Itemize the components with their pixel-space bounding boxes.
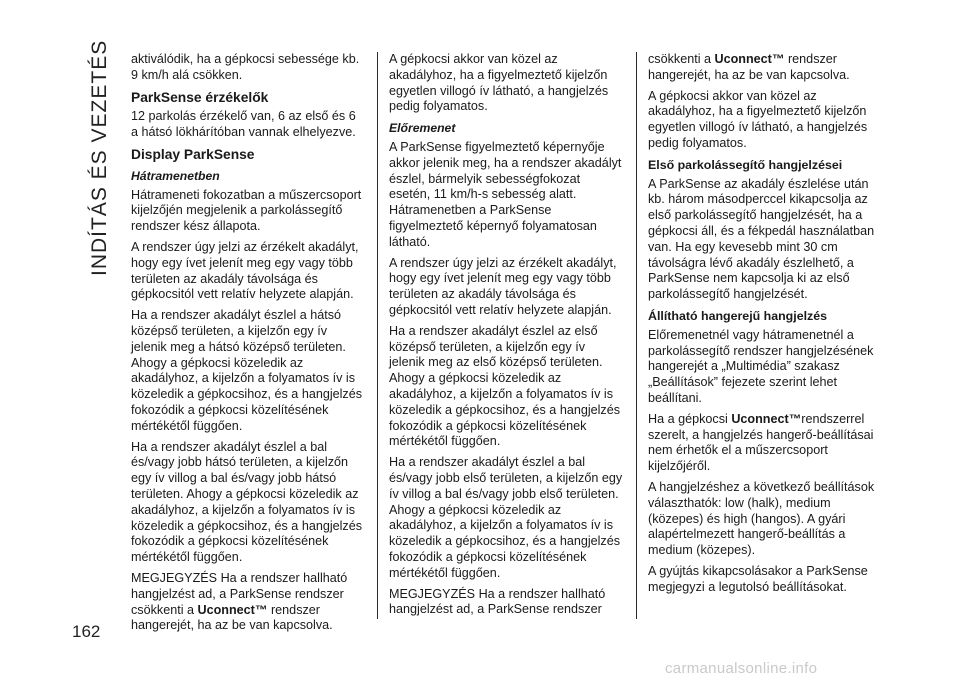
paragraph <box>648 412 883 475</box>
note-text: MEGJEGYZÉS Ha a rendszer hallható hangjelzést ad, a ParkSense rendszer csökkenti a <box>131 570 348 617</box>
paragraph: A rendszer úgy jelzi az érzékelt akadályt, hogy egy ívet jelenít meg egy vagy több területen az akadály távolsága és gépkocsitól vett relatív helyzete alapján. <box>389 255 617 317</box>
paragraph: A hangjelzéshez a következő beállítások választhatók: low (halk), medium (közepes) és high (hangos). A gyári alapértelmezett hangerő-beállítás a medium (közepes). <box>648 479 875 558</box>
text-column-2 <box>389 52 624 623</box>
chapter-title-text: INDÍTÁS ÉS VEZETÉS <box>88 39 111 276</box>
paragraph: A ParkSense figyelmeztető képernyője akkor jelenik meg, ha a rendszer akadályt észlel, bármelyik sebességfokozat esetén, 11 km/h-s sebesség alatt. Hátramenetben a ParkSense figyelmeztető képernyő folyamatosan látható. <box>389 139 622 249</box>
paragraph: A rendszer úgy jelzi az érzékelt akadályt, hogy egy ívet jelenít meg egy vagy több területen az akadály távolsága és gépkocsitól vett relatív helyzete alapján. <box>131 239 359 302</box>
paragraph: aktiválódik, ha a gépkocsi sebessége kb. 9 km/h alá csökken. <box>131 52 360 82</box>
paragraph: A gépkocsi akkor van közel az akadályhoz, ha a figyelmeztető kijelzőn egyetlen villogó ív látható, a hangjelzés pedig folyamatos. <box>389 52 609 114</box>
paragraph-text: rendszerrel szerelt, a hangjelzés hangerő-beállításai nem érhetők el a műszercsoport kijelzőjéről. <box>648 411 874 474</box>
note-paragraph <box>131 571 366 634</box>
subheading-volume: Állítható hangerejű hangjelzés <box>648 308 828 323</box>
brand-name: Uconnect™ <box>197 602 268 617</box>
note-text: rendszer hangerejét, ha az be van kapcsolva. <box>131 602 333 633</box>
paragraph: A gépkocsi akkor van közel az akadályhoz, ha a figyelmeztető kijelzőn egyetlen villogó ív látható, a hangjelzés pedig folyamatos. <box>648 88 868 150</box>
paragraph: Ha a rendszer akadályt észlel az első középső területen, a kijelzőn egy ív jelenik meg az első középső területen. Ahogy a gépkocsi közeledik az akadályhoz, a kijelzőn a folyamatos ív is közeledik a gépkocsihoz, és a hangjelzés fokozódik a gépkocsi közelítésének mértékétől függően. <box>389 323 621 449</box>
paragraph: Előremenetnél vagy hátramenetnél a parkolássegítő rendszer hangjelzésének hangerejét a „Multimédia” szakasz „Beállítások” fejezete szerint lehet beállítani. <box>648 327 874 405</box>
paragraph <box>648 52 883 84</box>
section-heading-sensors: ParkSense érzékelők <box>131 89 269 105</box>
text-column-1 <box>131 52 366 639</box>
section-heading-display: Display ParkSense <box>131 146 255 162</box>
paragraph: A gyújtás kikapcsolásakor a ParkSense megjegyzi a legutolsó beállításokat. <box>648 563 868 594</box>
paragraph-text: csökkenti a <box>648 52 715 66</box>
subheading-front-signals: Első parkolássegítő hangjelzései <box>648 157 843 172</box>
paragraph: 12 parkolás érzékelő van, 6 az első és 6 a hátsó lökhárítóban vannak elhelyezve. <box>131 109 356 140</box>
brand-name: Uconnect™ <box>731 411 802 426</box>
watermark: carmanualsonline.info <box>665 660 818 677</box>
column-divider <box>636 52 637 619</box>
text-column-3 <box>648 52 883 601</box>
paragraph-text: rendszer hangerejét, ha az be van kapcsolva. <box>648 52 850 82</box>
page-number: 162 <box>72 622 101 641</box>
paragraph: Ha a rendszer akadályt észlel a bal és/vagy jobb hátsó területen, a kijelzőn egy ív villog a bal és/vagy jobb hátsó területen. Ahogy a gépkocsi közeledik az akadályhoz, a kijelzőn a folyamatos ív is közeledik a gépkocsihoz, és a hangjelzés fokozódik a gépkocsi közelítésének mértékétől függően. <box>131 439 363 565</box>
subheading-reverse: Hátramenetben <box>131 168 220 183</box>
paragraph: Hátrameneti fokozatban a műszercsoport kijelzőjén megjelenik a parkolássegítő rendszer kész állapota. <box>131 187 362 234</box>
column-divider <box>377 52 378 619</box>
subheading-forward: Előremenet <box>389 121 456 136</box>
brand-name: Uconnect™ <box>714 52 785 66</box>
paragraph: Ha a rendszer akadályt észlel a hátsó középső területen, a kijelzőn egy ív jelenik meg a hátsó középső területen. Ahogy a gépkocsi közeledik az akadályhoz, a kijelzőn a folyamatos ív is közeledik a gépkocsihoz, és a hangjelzés fokozódik a gépkocsi közelítésének mértékétől függően. <box>131 308 363 433</box>
chapter-title <box>82 40 118 280</box>
paragraph: Ha a rendszer akadályt észlel a bal és/vagy jobb első területen, a kijelzőn egy ív villog a bal és/vagy jobb első területen. Ahogy a gépkocsi közeledik az akadályhoz, a kijelzőn a folyamatos ív is közeledik a gépkocsihoz, és a hangjelzés fokozódik a gépkocsi közelítésének mértékétől függően. <box>389 455 623 580</box>
paragraph: A ParkSense az akadály észlelése után kb. három másodperccel kikapcsolja az első parkolássegítő hangjelzését, ha a gépkocsi áll, és a fékpedál használatban van. Ha egy kevesebb mint 30 cm távolságra lévő akadály észlelhető, a ParkSense nem kapcsolja ki az első parkolássegítő hangjelzését. <box>648 176 875 302</box>
note-paragraph: MEGJEGYZÉS Ha a rendszer hallható hangjelzést ad, a ParkSense rendszer <box>389 586 606 617</box>
paragraph-text: Ha a gépkocsi <box>648 411 732 426</box>
